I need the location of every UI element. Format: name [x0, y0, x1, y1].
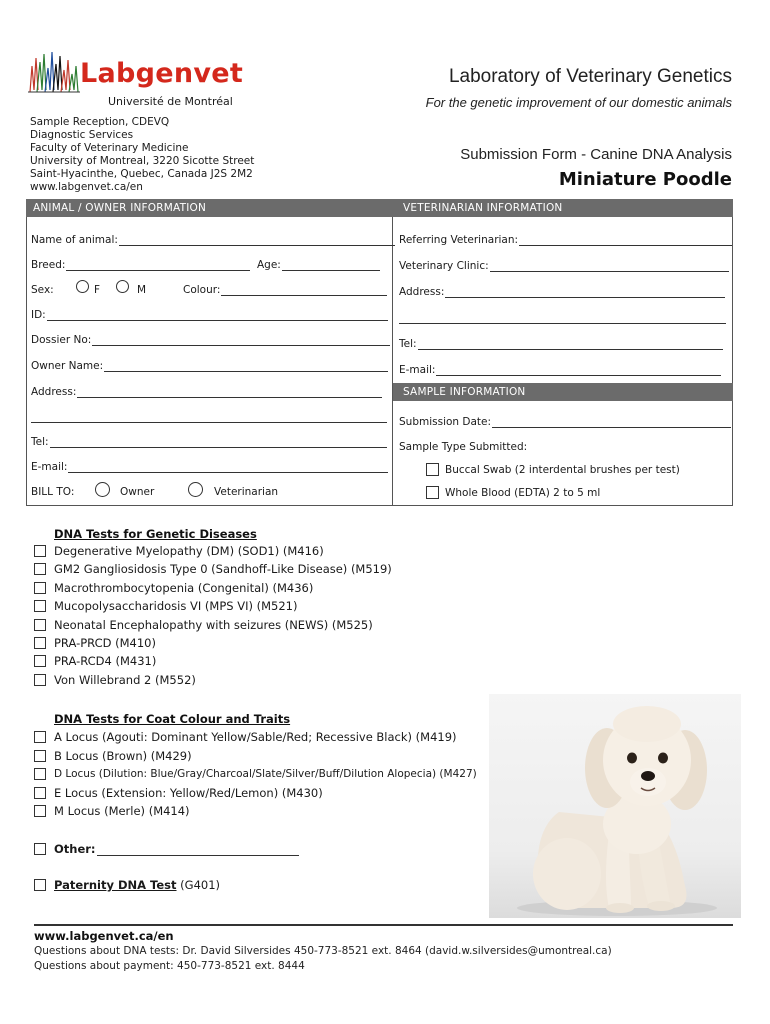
name-of-animal-field[interactable]	[31, 234, 395, 246]
referring-vet-label: Referring Veterinarian:	[399, 234, 519, 246]
whole-blood-option[interactable]	[426, 486, 600, 499]
vet-address-label: Address:	[399, 286, 445, 298]
whole-blood-label: Whole Blood (EDTA) 2 to 5 ml	[445, 486, 601, 499]
sex-m-radio[interactable]	[116, 280, 129, 293]
footer-divider	[34, 924, 733, 926]
other-test-checkbox[interactable]	[34, 843, 46, 855]
footer-payment-questions: Questions about payment: 450-773-8521 ext. 8444	[34, 960, 305, 972]
owner-name-input[interactable]	[104, 360, 388, 372]
vet-clinic-field[interactable]	[399, 260, 729, 272]
coat-test-item[interactable]	[34, 766, 477, 782]
disease-test-item[interactable]	[34, 561, 392, 577]
owner-tel-input[interactable]	[50, 436, 387, 448]
vet-email-label: E-mail:	[399, 364, 436, 376]
id-input[interactable]	[47, 309, 388, 321]
dossier-label: Dossier No:	[31, 334, 92, 346]
vet-address-field[interactable]	[399, 286, 725, 298]
vet-tel-input[interactable]	[418, 338, 723, 350]
sample-type-label: Sample Type Submitted:	[399, 441, 528, 453]
owner-email-field[interactable]	[31, 461, 388, 473]
address-block	[30, 116, 254, 194]
coat-test-checkbox[interactable]	[34, 805, 46, 817]
sample-section-header: SAMPLE INFORMATION	[393, 383, 733, 401]
coat-test-label: B Locus (Brown) (M429)	[54, 748, 192, 763]
address-website: www.labgenvet.ca/en	[30, 181, 143, 193]
buccal-swab-label: Buccal Swab (2 interdental brushes per test)	[445, 463, 680, 476]
disease-test-label: GM2 Gangliosidosis Type 0 (Sandhoff-Like Disease) (M519)	[54, 562, 392, 577]
labgenvet-logo	[28, 46, 248, 112]
vet-address-input[interactable]	[445, 286, 725, 298]
bill-owner-radio[interactable]	[95, 482, 110, 497]
bill-to-label: BILL TO:	[31, 486, 75, 498]
coat-test-item[interactable]	[34, 785, 323, 801]
footer-website-link[interactable]: www.labgenvet.ca/en	[34, 929, 174, 943]
disease-test-item[interactable]	[34, 635, 156, 651]
other-test-input[interactable]	[97, 843, 299, 856]
disease-test-checkbox[interactable]	[34, 637, 46, 649]
coat-test-label: D Locus (Dilution: Blue/Gray/Charcoal/Slate/Silver/Buff/Dilution Alopecia) (M427)	[54, 768, 477, 781]
form-subtitle: Submission Form - Canine DNA Analysis	[460, 146, 732, 163]
address-line: Saint-Hyacinthe, Quebec, Canada J2S 2M2	[30, 168, 253, 180]
breed-title: Miniature Poodle	[558, 169, 732, 190]
owner-tel-label: Tel:	[31, 436, 49, 448]
vet-email-field[interactable]	[399, 364, 721, 376]
disease-test-checkbox[interactable]	[34, 655, 46, 667]
breed-input[interactable]	[66, 259, 250, 271]
disease-test-item[interactable]	[34, 598, 297, 614]
address-line: Faculty of Veterinary Medicine	[30, 142, 189, 154]
paternity-test-label: Paternity DNA Test	[54, 878, 177, 892]
lab-title: Laboratory of Veterinary Genetics	[448, 66, 732, 87]
disease-test-label: PRA-PRCD (M410)	[54, 636, 156, 650]
disease-test-item[interactable]	[34, 580, 313, 596]
name-of-animal-input[interactable]	[119, 234, 395, 246]
owner-tel-field[interactable]	[31, 436, 387, 448]
colour-field[interactable]	[183, 284, 387, 296]
vet-clinic-label: Veterinary Clinic:	[399, 260, 489, 272]
bill-vet-label: Veterinarian	[214, 486, 279, 498]
labgenvet-logo-icon	[28, 46, 80, 96]
owner-email-input[interactable]	[68, 461, 388, 473]
disease-test-checkbox[interactable]	[34, 582, 46, 594]
address-line: University of Montreal, 3220 Sicotte Street	[30, 155, 255, 167]
disease-test-label: Von Willebrand 2 (M552)	[54, 672, 196, 687]
breed-field[interactable]	[31, 259, 250, 271]
sex-label: Sex:	[31, 284, 54, 296]
sex-f-label: F	[94, 284, 101, 296]
lab-tagline: For the genetic improvement of our domestic animals	[425, 95, 732, 110]
sex-field	[31, 284, 54, 296]
whole-blood-checkbox[interactable]	[426, 486, 439, 499]
footer-dna-questions: Questions about DNA tests: Dr. David Silversides 450-773-8521 ext. 8464 (david.w.silversides@umontreal.ca)	[34, 945, 612, 957]
vet-tel-label: Tel:	[399, 338, 417, 350]
owner-name-field[interactable]	[31, 360, 388, 372]
dossier-input[interactable]	[92, 334, 390, 346]
coat-test-label: M Locus (Merle) (M414)	[54, 804, 190, 819]
paternity-test-checkbox[interactable]	[34, 879, 46, 891]
bill-owner-label: Owner	[120, 486, 155, 498]
vet-address-line2[interactable]	[399, 322, 726, 324]
bill-vet-radio[interactable]	[188, 482, 203, 497]
disease-test-checkbox[interactable]	[34, 674, 46, 686]
colour-input[interactable]	[221, 284, 387, 296]
coat-test-item[interactable]	[34, 803, 190, 819]
address-line: Sample Reception, CDEVQ	[30, 116, 170, 128]
buccal-swab-option[interactable]	[426, 463, 680, 476]
coat-test-checkbox[interactable]	[34, 750, 46, 762]
submission-date-label: Submission Date:	[399, 416, 492, 428]
coat-test-label: A Locus (Agouti: Dominant Yellow/Sable/Red; Recessive Black) (M419)	[54, 730, 457, 744]
colour-label: Colour:	[183, 284, 221, 296]
logo-wordmark: Labgenvet	[80, 58, 244, 89]
id-field[interactable]	[31, 309, 388, 321]
referring-vet-field[interactable]	[399, 234, 732, 246]
coat-test-checkbox[interactable]	[34, 731, 46, 743]
disease-test-item[interactable]	[34, 617, 373, 633]
paternity-test-option[interactable]	[34, 877, 220, 893]
disease-test-label: Neonatal Encephalopathy with seizures (NEWS) (M525)	[54, 617, 373, 632]
dossier-field[interactable]	[31, 334, 390, 346]
age-label: Age:	[257, 259, 281, 271]
veterinarian-section-header: VETERINARIAN INFORMATION	[393, 199, 733, 217]
poodle-illustration	[489, 694, 741, 918]
poodle-photo	[489, 694, 741, 918]
disease-test-checkbox[interactable]	[34, 563, 46, 575]
animal-owner-section-header: ANIMAL / OWNER INFORMATION	[26, 199, 393, 217]
id-label: ID:	[31, 309, 46, 321]
age-input[interactable]	[282, 259, 380, 271]
sex-m-label: M	[137, 284, 147, 296]
owner-email-label: E-mail:	[31, 461, 68, 473]
vet-tel-field[interactable]	[399, 338, 723, 350]
owner-name-label: Owner Name:	[31, 360, 104, 372]
name-of-animal-label: Name of animal:	[31, 234, 118, 246]
disease-test-item[interactable]	[34, 653, 156, 669]
disease-test-label: PRA-RCD4 (M431)	[54, 654, 157, 669]
disease-test-label: Degenerative Myelopathy (DM) (SOD1) (M416)	[54, 544, 324, 558]
disease-test-item[interactable]	[34, 672, 196, 688]
submission-date-input[interactable]	[492, 416, 731, 428]
owner-address-input[interactable]	[77, 386, 382, 398]
coat-test-item[interactable]	[34, 729, 457, 745]
coat-test-checkbox[interactable]	[34, 787, 46, 799]
owner-address-line2[interactable]	[31, 421, 387, 423]
disease-test-checkbox[interactable]	[34, 545, 46, 557]
owner-address-label: Address:	[31, 386, 77, 398]
owner-address-field[interactable]	[31, 386, 382, 398]
logo-university: Université de Montréal	[108, 95, 233, 108]
coat-test-label: E Locus (Extension: Yellow/Red/Lemon) (M430)	[54, 785, 323, 800]
paternity-test-code: (G401)	[176, 878, 221, 892]
coat-tests-heading: DNA Tests for Coat Colour and Traits	[54, 712, 291, 726]
buccal-swab-checkbox[interactable]	[426, 463, 439, 476]
sex-f-radio[interactable]	[76, 280, 89, 293]
coat-test-item[interactable]	[34, 748, 192, 764]
vet-email-input[interactable]	[436, 364, 721, 376]
submission-date-field[interactable]	[399, 416, 731, 428]
disease-test-label: Macrothrombocytopenia (Congenital) (M436)	[54, 580, 314, 595]
referring-vet-input[interactable]	[519, 234, 732, 246]
breed-label: Breed:	[31, 259, 66, 271]
vet-clinic-input[interactable]	[490, 260, 729, 272]
age-field[interactable]	[257, 259, 380, 271]
coat-test-checkbox[interactable]	[34, 768, 46, 780]
disease-tests-heading: DNA Tests for Genetic Diseases	[54, 527, 257, 541]
disease-test-label: Mucopolysaccharidosis VI (MPS VI) (M521)	[54, 599, 298, 614]
disease-test-checkbox[interactable]	[34, 600, 46, 612]
disease-test-item[interactable]	[34, 543, 324, 559]
other-test-option[interactable]	[34, 841, 299, 857]
disease-test-checkbox[interactable]	[34, 619, 46, 631]
other-test-label: Other:	[54, 842, 96, 856]
address-line: Diagnostic Services	[30, 129, 134, 141]
